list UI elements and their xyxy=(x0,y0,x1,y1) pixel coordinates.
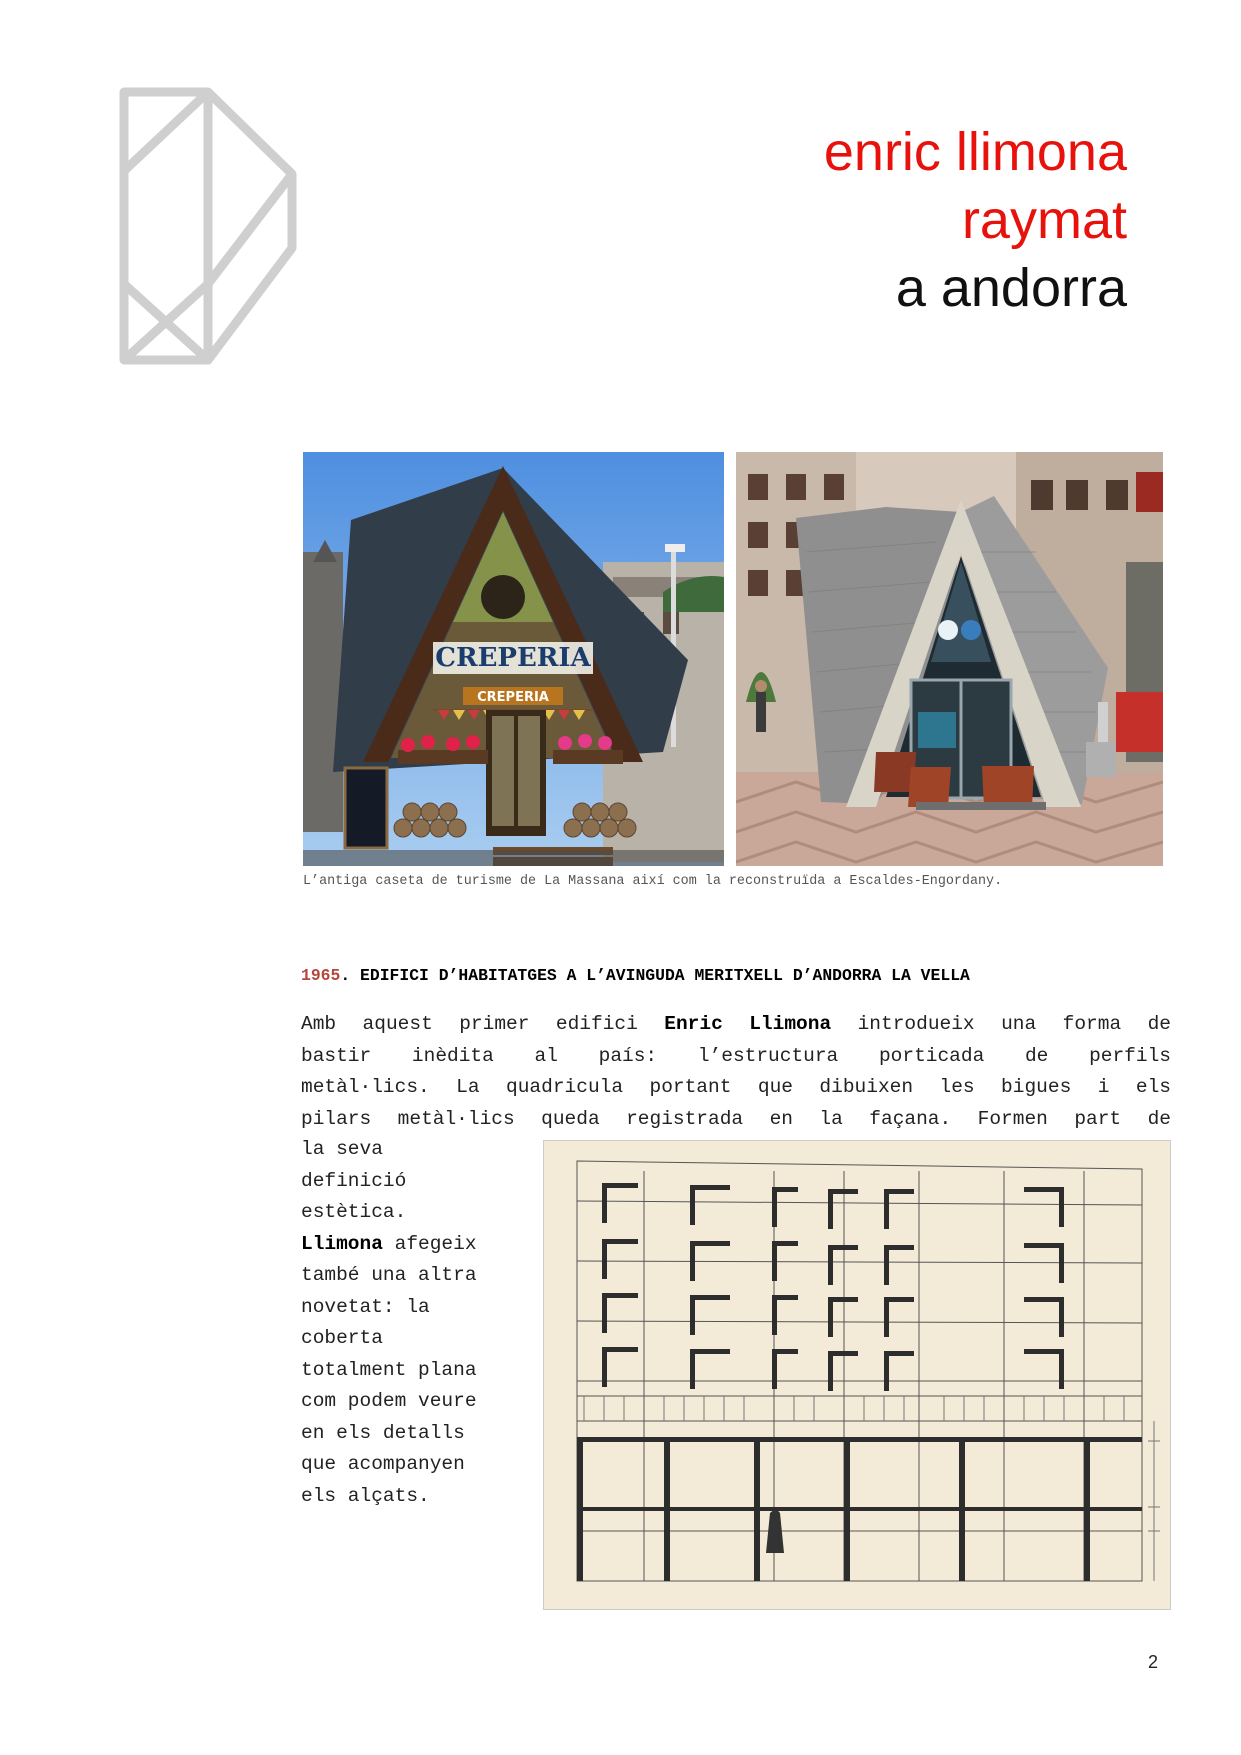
paragraph-bold-name: Enric Llimona xyxy=(664,1013,832,1035)
paragraph-line-9: també una altra xyxy=(301,1264,477,1286)
photo-escaldes xyxy=(736,452,1163,866)
paragraph-line-14: en els detalls xyxy=(301,1421,465,1444)
title-line-2: raymat xyxy=(961,190,1127,250)
paragraph-line-12: totalment plana xyxy=(301,1358,477,1381)
body-paragraph xyxy=(301,1009,1171,1135)
creperia-sign-small: CREPERIA xyxy=(477,690,549,705)
document-title xyxy=(824,118,1127,322)
logo-icon xyxy=(118,86,316,366)
paragraph-line-10: novetat: la xyxy=(301,1295,430,1318)
section-title: . EDIFICI D’HABITATGES A L’AVINGUDA MERITXELL D’ANDORRA LA VELLA xyxy=(340,966,970,985)
paragraph-text: introdueix una forma de xyxy=(831,1013,1172,1035)
paragraph-line-16: els alçats. xyxy=(301,1484,430,1507)
paragraph-text: Amb aquest primer edifici xyxy=(301,1013,665,1035)
facade-drawing xyxy=(543,1140,1171,1610)
paragraph-line-3: metàl·lics. La quadricula portant que dibuixen les bigues i els xyxy=(301,1076,1171,1098)
page-number: 2 xyxy=(1148,1652,1159,1672)
title-line-1: enric llimona xyxy=(823,122,1127,182)
section-heading xyxy=(301,966,1181,985)
paragraph-line-6: definició xyxy=(301,1169,407,1192)
paragraph-text: afegeix xyxy=(382,1232,477,1255)
paragraph-line-5: la seva xyxy=(301,1138,383,1160)
photo-creperia xyxy=(303,452,724,866)
paragraph-line-8 xyxy=(301,1229,521,1261)
paragraph-line-4: pilars metàl·lics queda registrada en la façana. Formen part de xyxy=(301,1107,1171,1130)
title-line-3: a andorra xyxy=(895,258,1127,318)
paragraph-line-1 xyxy=(301,1009,1171,1041)
body-paragraph-column xyxy=(301,1134,521,1512)
paragraph-line-15: que acompanyen xyxy=(301,1453,465,1475)
paragraph-bold-name: Llimona xyxy=(301,1232,383,1255)
section-year: 1965 xyxy=(301,966,341,985)
paragraph-line-11: coberta xyxy=(301,1327,383,1349)
creperia-sign-large: CREPERIA xyxy=(435,643,591,673)
paragraph-line-13: com podem veure xyxy=(301,1390,477,1412)
paragraph-line-2: bastir inèdita al país: l’estructura porticada de perfils xyxy=(301,1044,1171,1067)
paragraph-line-7: estètica. xyxy=(301,1201,407,1223)
photo-caption: L’antiga caseta de turisme de La Massana així com la reconstruïda a Escaldes-Engordany. xyxy=(303,874,1003,889)
